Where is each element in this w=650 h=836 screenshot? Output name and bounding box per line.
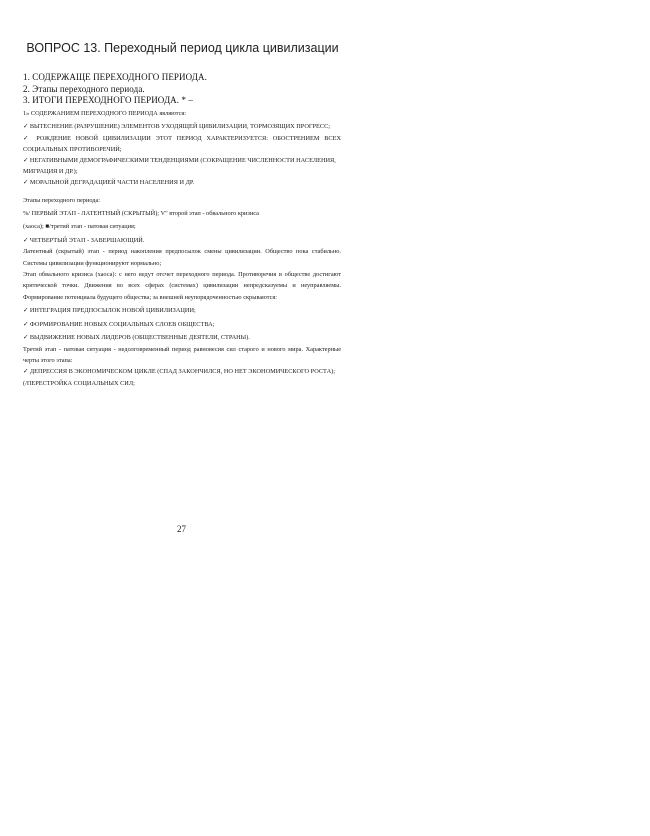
stages-line-2: (хаоса); ■/третий этап - патовая ситуация; — [23, 223, 136, 231]
stalemate-item-restructuring: (/ПЕРЕСТРОЙКА СОЦИАЛЬНЫХ СИЛ; — [23, 379, 135, 387]
outline-item-2: 2. Этапы переходного периода. — [23, 83, 145, 94]
outline-item-1: 1. СОДЕРЖАЩЕ ПЕРЕХОДНОГО ПЕРИОДА. — [23, 72, 207, 82]
paragraph-latent-stage: Латентный (скрытый) этап - период накопления предпосылок смены цивилизации. Общество пока стабильно. Системы цивилизации функционируют нормально; — [23, 248, 341, 267]
intro-line: 1» СОДЕРЖАНИЕМ ПЕРЕХОДНОГО ПЕРИОДА являются: — [23, 110, 187, 117]
crisis-item-integration: ✓ ИНТЕГРАЦИЯ ПРЕДПОСЫЛОК НОВОЙ ЦИВИЛИЗАЦИИ; — [23, 307, 196, 315]
outline-list — [23, 72, 353, 107]
content-item-birth: ✓ РОЖДЕНИЕ НОВОЙ ЦИВИЛИЗАЦИИ ЭТОТ ПЕРИОД ХАРАКТЕРИЗУЕТСЯ: ОБОСТРЕНИЕМ ВСЕХ СОЦИАЛЬНЫХ ПРОТИВОРЕЧИЙ; — [23, 134, 341, 153]
page-title: ВОПРОС 13. Переходный период цикла цивилизации — [26, 41, 339, 55]
crisis-item-new-leaders: ✓ ВЫДВИЖЕНИЕ НОВЫХ ЛИДЕРОВ (ОБЩЕСТВЕННЫЕ ДЕЯТЕЛИ, СТРАНЫ). — [23, 334, 250, 342]
body-content — [23, 108, 341, 389]
stalemate-item-depression: ✓ ДЕПРЕССИЯ В ЭКОНОМИЧЕСКОМ ЦИКЛЕ (СПАД ЗАКОНЧИЛСЯ, НО НЕТ ЭКОНОМИЧЕСКОГО РОСТА); — [23, 368, 335, 376]
paragraph-stalemate-stage: Третий этап - патовая ситуация - недолговременный период равновесия сил старого и нового мира. Характерные черты этого этапа: — [23, 345, 341, 364]
outline-item-3: 3. ИТОГИ ПЕРЕХОДНОГО ПЕРИОДА. * – — [23, 95, 194, 105]
content-item-demography: ✓ НЕГАТИВНЫМИ ДЕМОГРАФИЧЕСКИМИ ТЕНДЕНЦИЯМИ (СОКРАЩЕНИЕ ЧИСЛЕННОСТИ НАСЕЛЕНИЯ, МИГРАЦИЯ И ДР.); — [23, 157, 336, 176]
crisis-item-new-layers: ✓ ФОРМИРОВАНИЕ НОВЫХ СОЦИАЛЬНЫХ СЛОЕВ ОБЩЕСТВА; — [23, 320, 215, 328]
stages-line-1: %/ ПЕРВЫЙ ЭТАП - ЛАТЕНТНЫЙ (СКРЫТЫЙ); V" второй этап - обвального кризиса — [23, 210, 259, 218]
page-number: 27 — [177, 524, 186, 534]
stages-heading: Этапы переходного периода: — [23, 196, 101, 204]
paragraph-crisis-stage: Этап обвального кризиса (хаоса): с него ведут отсчет переходного периода. Противоречия в обществе достигают критической точки. Движения во всех сферах (системах) цивилизации непредсказуемы и неуправляемы. Формирование потенциала будущего общества; за внешней неупорядоченностью скрываются: — [23, 271, 341, 301]
fourth-stage: ✓ ЧЕТВЕРТЫЙ ЭТАП - ЗАВЕРШАЮЩИЙ. — [23, 236, 145, 244]
content-item-displacement: ✓ ВЫТЕСНЕНИЕ (РАЗРУШЕНИЕ) ЭЛЕМЕНТОВ УХОДЯЩЕЙ ЦИВИЛИЗАЦИИ, ТОРМОЗЯЩИХ ПРОГРЕСС; — [23, 123, 331, 131]
content-item-moral: ✓ МОРАЛЬНОЙ ДЕГРАДАЦИЕЙ ЧАСТИ НАСЕЛЕНИЯ И ДР. — [23, 179, 195, 187]
